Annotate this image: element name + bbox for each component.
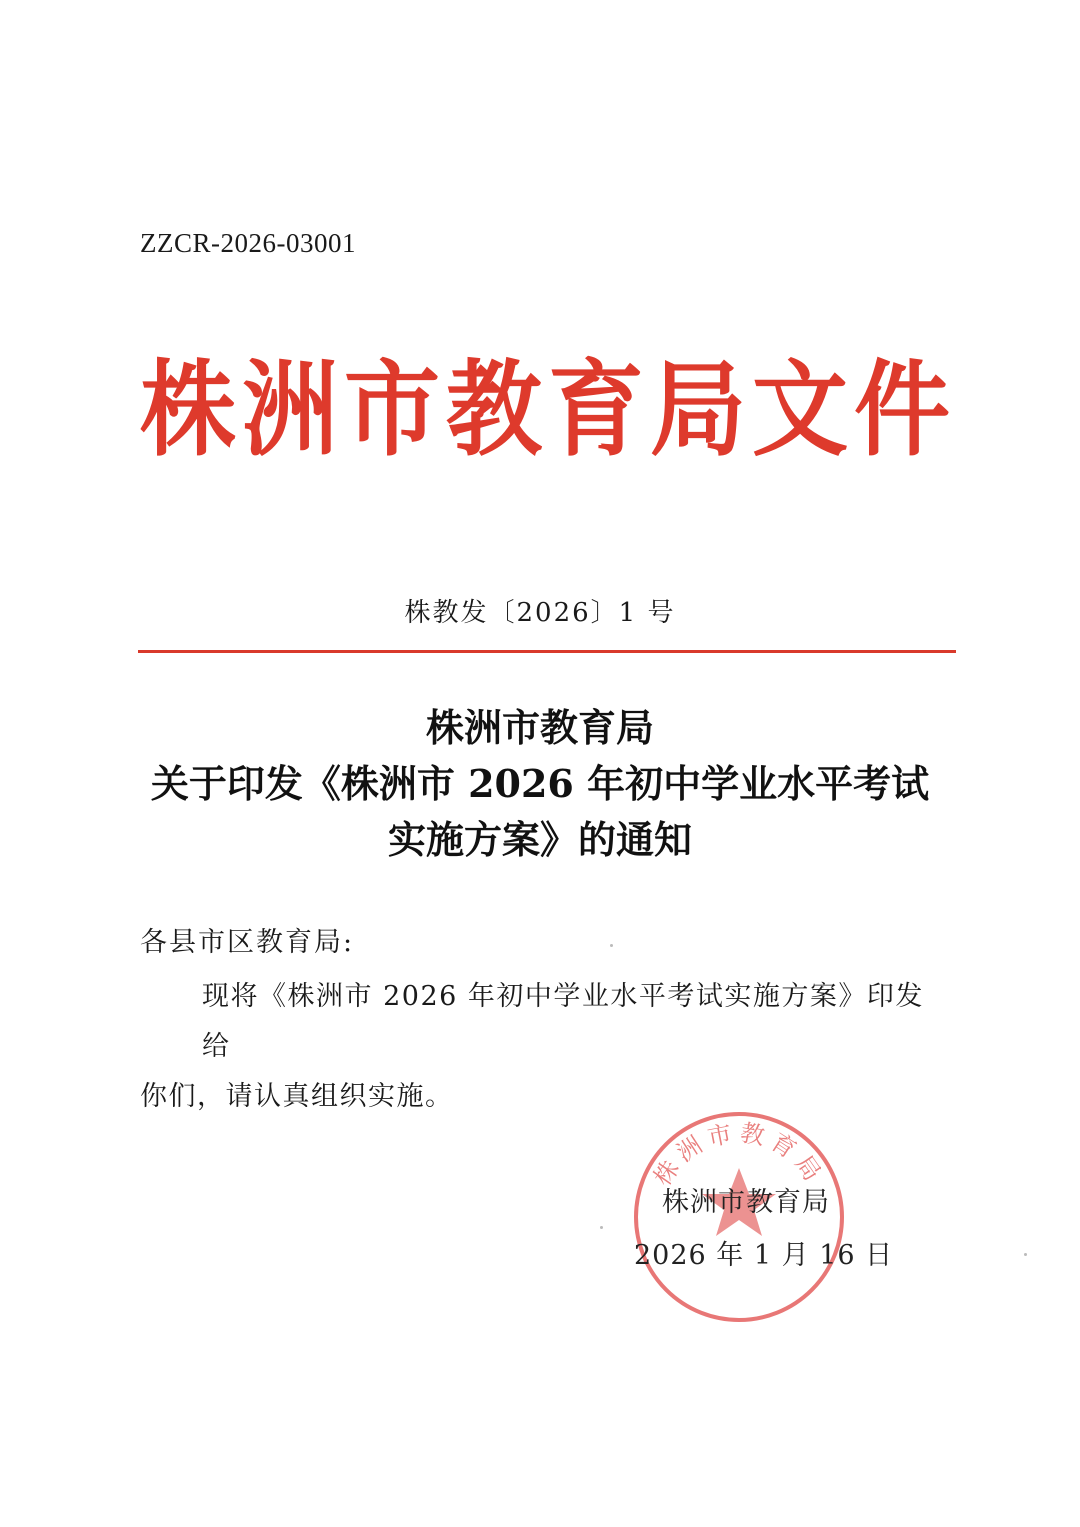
scan-speck (610, 944, 613, 947)
document-number: 株教发〔2026〕1 号 (404, 598, 676, 628)
issuer-header-char: 件 (854, 349, 950, 471)
issuer-header-char: 育 (548, 349, 644, 471)
scan-speck (600, 1226, 603, 1229)
signature-date: 2026 年 1 月 16 日 (634, 1240, 894, 1271)
body-line: 你们，请认真组织实施。 (140, 1081, 454, 1112)
title-line: 关于印发《株洲市 2026 年初中学业水平考试 (150, 761, 930, 806)
issuer-header-char: 文 (752, 349, 848, 471)
title-line: 实施方案》的通知 (387, 817, 692, 862)
scan-speck (1024, 1253, 1027, 1256)
issuer-header (140, 345, 950, 475)
document-code: ZZCR-2026-03001 (140, 228, 356, 258)
issuer-header-char: 教 (446, 349, 542, 471)
salutation: 各县市区教育局: (140, 927, 355, 958)
red-divider (138, 650, 956, 653)
body-paragraph (140, 972, 945, 1122)
issuer-header-char: 市 (344, 349, 440, 471)
seal-text-path: 株洲市教育局 (648, 1118, 830, 1191)
issuer-header-char: 洲 (242, 349, 338, 471)
title-line: 株洲市教育局 (425, 705, 654, 750)
issuer-header-char: 局 (650, 349, 746, 471)
document-title (0, 700, 1080, 868)
body-line: 现将《株洲市 2026 年初中学业水平考试实施方案》印发给 (202, 981, 924, 1062)
signature-organization: 株洲市教育局 (662, 1187, 830, 1218)
issuer-header-char: 株 (140, 349, 236, 471)
